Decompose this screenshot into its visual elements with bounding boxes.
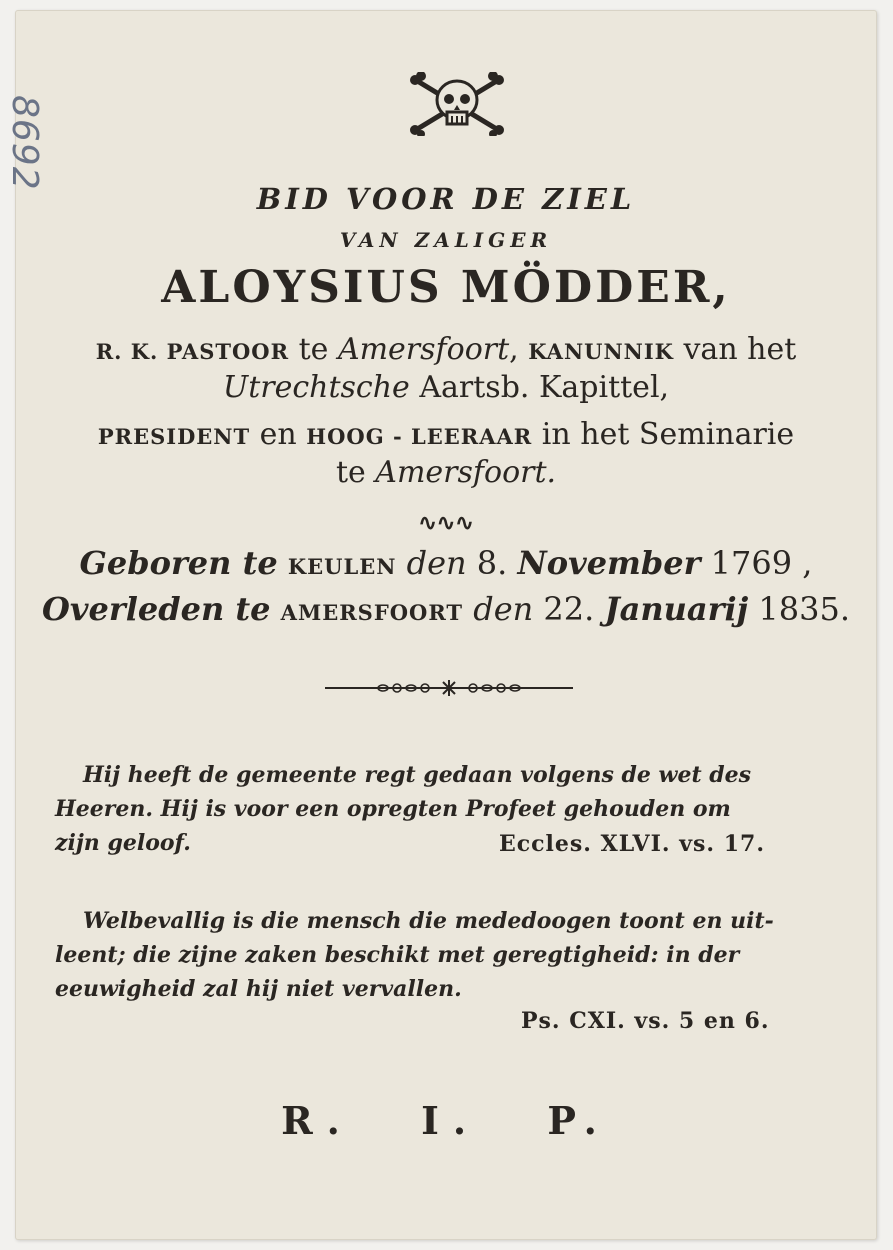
title-president: PRESIDENT bbox=[97, 424, 251, 449]
memorial-card bbox=[4, 10, 877, 1240]
birth-day: 8. bbox=[476, 544, 508, 582]
birth-den: den bbox=[406, 544, 467, 582]
title-te-2: te bbox=[335, 455, 366, 490]
death-line bbox=[15, 590, 877, 628]
title-pastoor: R. K. PASTOOR bbox=[95, 339, 290, 364]
title-van-het: van het bbox=[683, 332, 797, 367]
title-amersfoort: Amersfoort. bbox=[375, 455, 557, 490]
title-line-3 bbox=[15, 417, 877, 452]
death-year: 1835. bbox=[758, 590, 850, 628]
birth-year: 1769 , bbox=[710, 544, 813, 582]
quote2-line1: Welbevallig is die mensch die mededoogen toont en uit- bbox=[83, 908, 774, 934]
title-utrechtsche: Utrechtsche bbox=[222, 370, 410, 405]
decorative-divider bbox=[325, 680, 573, 696]
title-line-4 bbox=[15, 455, 877, 490]
heading-van-zaliger: VAN ZALIGER bbox=[339, 228, 553, 252]
quote1-line3: zijn geloof. bbox=[55, 830, 191, 856]
death-label: Overleden te bbox=[42, 590, 271, 628]
quote1-reference: Eccles. XLVI. vs. 17. bbox=[499, 831, 765, 857]
rip-closing: R. I. P. bbox=[281, 1098, 611, 1143]
title-place: Amersfoort bbox=[337, 332, 510, 367]
handwritten-number: 8692 bbox=[4, 95, 45, 191]
death-place: AMERSFOORT bbox=[280, 600, 464, 625]
title-seminarie: in het Seminarie bbox=[541, 417, 795, 452]
title-line-1 bbox=[15, 332, 877, 367]
swirl-ornament: ∿∿∿ bbox=[418, 510, 474, 536]
quote2-reference: Ps. CXI. vs. 5 en 6. bbox=[521, 1008, 770, 1034]
death-day: 22. bbox=[543, 590, 595, 628]
death-month: Januarij bbox=[604, 590, 749, 628]
birth-month: November bbox=[517, 544, 701, 582]
birth-line bbox=[15, 544, 877, 582]
heading-bid: BID VOOR DE ZIEL bbox=[256, 182, 636, 216]
death-den: den bbox=[473, 590, 534, 628]
title-line-2 bbox=[15, 370, 877, 405]
title-kapittel: Aartsb. Kapittel, bbox=[419, 370, 670, 405]
title-hoogleeraar: HOOG - LEERAAR bbox=[306, 424, 533, 449]
quote2-line2: leent; die zijne zaken beschikt met geregtigheid: in der bbox=[55, 942, 740, 968]
quote2-line3: eeuwigheid zal hij niet vervallen. bbox=[55, 976, 462, 1002]
title-te: te bbox=[298, 332, 329, 367]
quote1-line1: Hij heeft de gemeente regt gedaan volgens de wet des bbox=[83, 762, 752, 788]
title-kanunnik: KANUNNIK bbox=[528, 339, 674, 364]
skull-crossbones-icon bbox=[405, 72, 509, 136]
title-comma: , bbox=[509, 332, 519, 367]
birth-place: KEULEN bbox=[287, 554, 397, 579]
deceased-name: ALOYSIUS MÖDDER, bbox=[161, 262, 731, 313]
birth-label: Geboren te bbox=[79, 544, 278, 582]
quote1-line2: Heeren. Hij is voor een opregten Profeet gehouden om bbox=[55, 796, 731, 822]
title-en: en bbox=[259, 417, 297, 452]
